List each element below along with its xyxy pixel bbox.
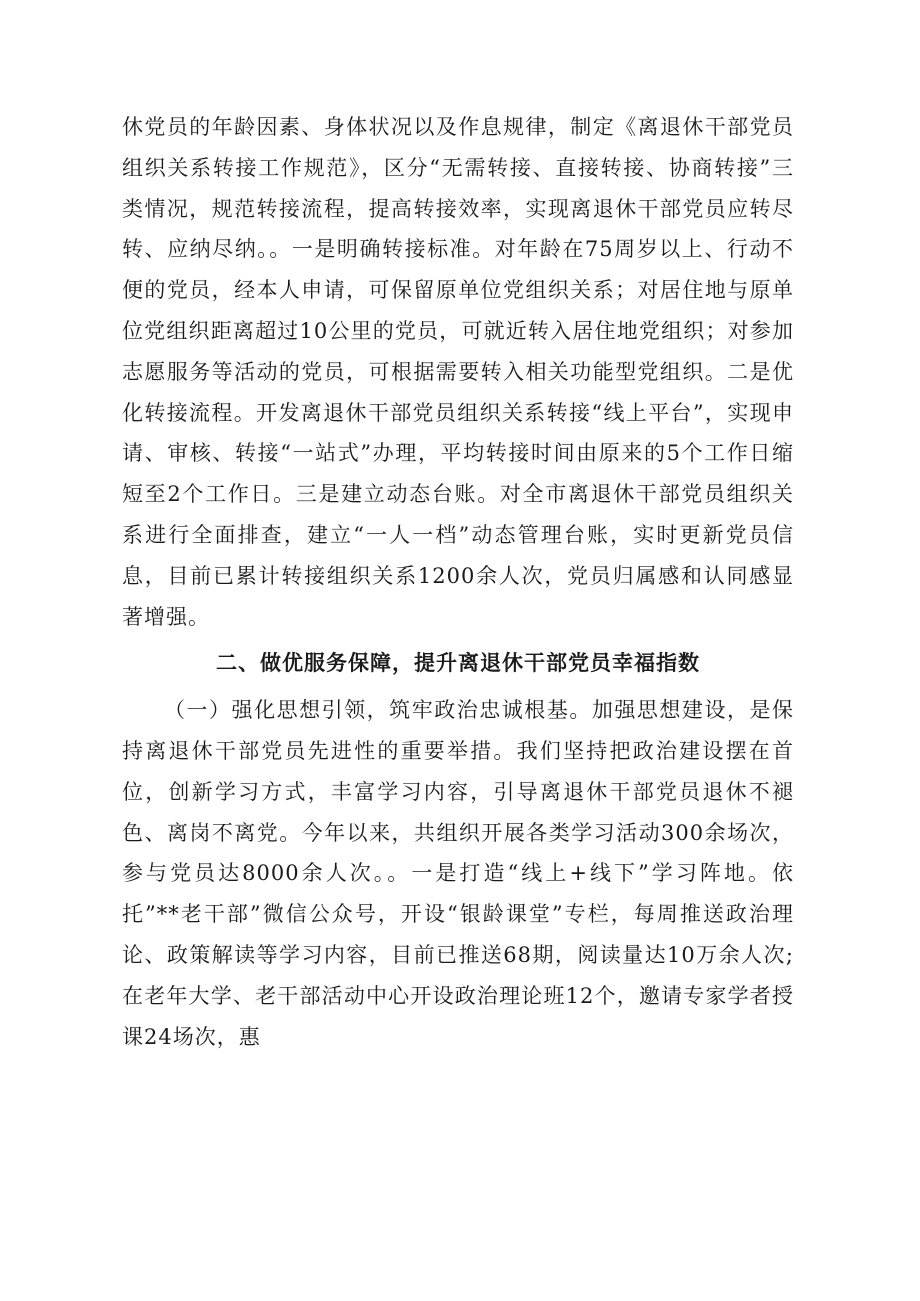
section-heading: 二、做优服务保障，提升离退休干部党员幸福指数 [216,651,700,676]
body-paragraph: （一）强化思想引领，筑牢政治忠诚根基。加强思想建设，是保持离退休干部党员先进性的重要举措。我们坚持把政治建设摆在首位，创新学习方式，丰富学习内容，引导离退休干部党员退休不褪色、离岗不离党。今年以来，共组织开展各类学习活动300余场次，参与党员达8000余人次。。一是打造“线上+线下”学习阵地。依托”**老干部”微信公众号，开设“银龄课堂”专栏，每周推送政治理论、政策解读等学习内容，目前已推送68期，阅读量达10万余人次;在老年大学、老干部活动中心开设政治理论班12个，邀请专家学者授课24场次，惠 [122,698,794,1049]
body-paragraph-continued: 休党员的年龄因素、身体状况以及作息规律，制定《离退休干部党员组织关系转接工作规范》，区分“无需转接、直接转接、协商转接”三类情况，规范转接流程，提高转接效率，实现离退休干部党员应转尽转、应纳尽纳。。一是明确转接标准。对年龄在75周岁以上、行动不便的党员，经本人申请，可保留原单位党组织关系；对居住地与原单位党组织距离超过10公里的党员，可就近转入居住地党组织；对参加志愿服务等活动的党员，可根据需要转入相关功能型党组织。二是优化转接流程。开发离退休干部党员组织关系转接“线上平台”，实现申请、审核、转接“一站式”办理，平均转接时间由原来的5个工作日缩短至2个工作日。三是建立动态台账。对全市离退休干部党员组织关系进行全面排查，建立“一人一档”动态管理台账，实时更新党员信息，目前已累计转接组织关系1200余人次，党员归属感和认同感显著增强。 [122,115,794,629]
document-body [122,107,794,1057]
